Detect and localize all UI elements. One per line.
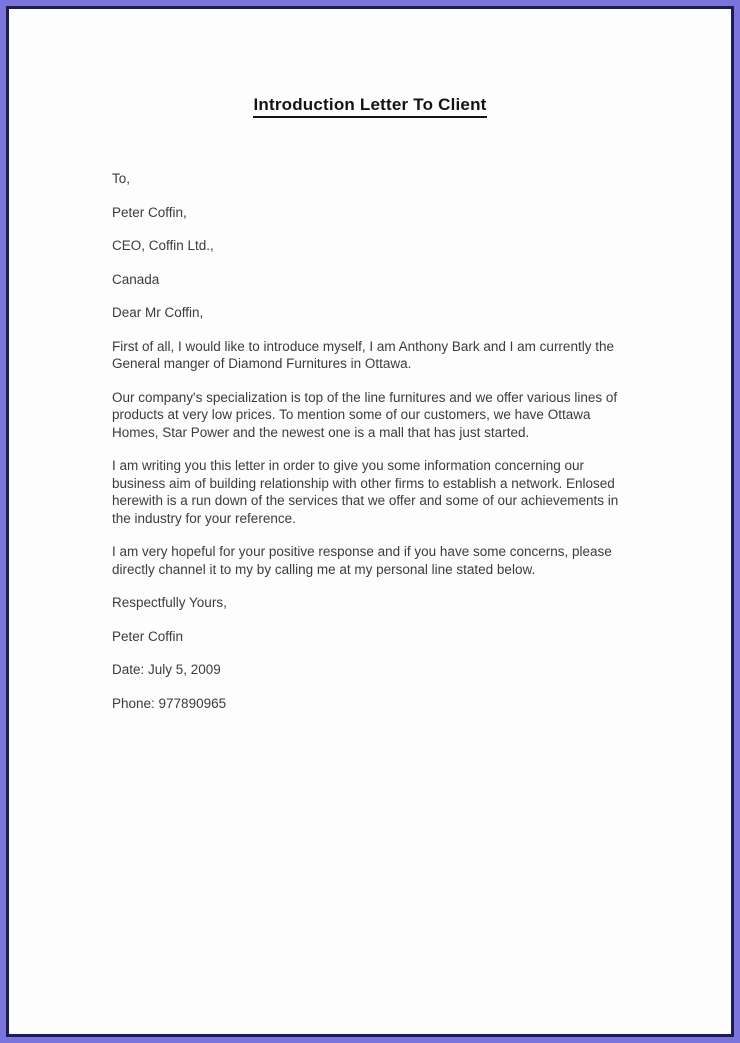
- paragraph-4: I am very hopeful for your positive response and if you have some concerns, please directly channel it to my by calling me at my personal line stated below.: [112, 544, 612, 577]
- letter-title-text: Introduction Letter To Client: [253, 95, 486, 118]
- closing: Respectfully Yours,: [112, 595, 227, 610]
- letter-title: [112, 95, 628, 118]
- letter-body: [112, 338, 628, 579]
- paragraph-3: I am writing you this letter in order to give you some information concerning our business aim of building relationship with other firms to establish a network. Enlosed herewith is a run down of the services that we offer and some of our achievements in the industry for your reference.: [112, 458, 619, 526]
- salutation: Dear Mr Coffin,: [112, 305, 204, 320]
- recipient-line-country: Canada: [112, 271, 160, 287]
- recipient-line-to: To,: [112, 171, 131, 186]
- closing-block: [112, 594, 628, 712]
- recipient-line-role: CEO, Coffin Ltd.,: [112, 238, 214, 253]
- paragraph-2: Our company's specialization is top of the line furnitures and we offer various lines of products at very low prices. To mention some of our customers, we have Ottawa Homes, Star Power and the newest one is a mall that has just started.: [112, 389, 618, 440]
- date-line: Date: July 5, 2009: [112, 662, 221, 677]
- phone-line: Phone: 977890965: [112, 695, 227, 711]
- paragraph-1: First of all, I would like to introduce myself, I am Anthony Bark and I am currently the General manger of Diamond Furnitures in Ottawa.: [112, 338, 614, 371]
- recipient-line-name: Peter Coffin,: [112, 204, 187, 220]
- recipient-block: [112, 170, 628, 288]
- signature-name: Peter Coffin: [112, 628, 184, 644]
- letter-paper: [6, 6, 734, 1037]
